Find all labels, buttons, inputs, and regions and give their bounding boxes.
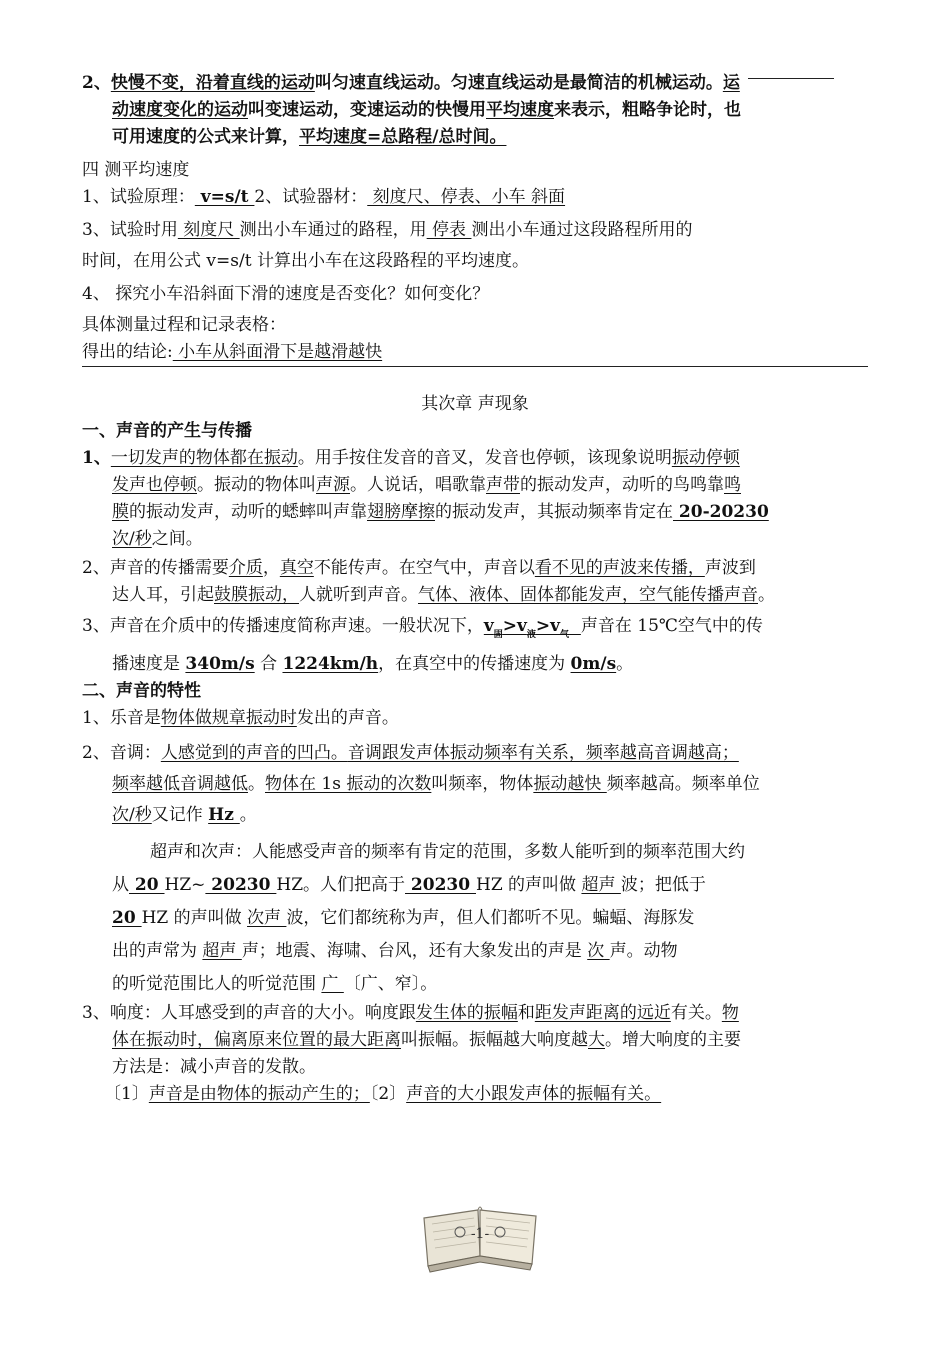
ultrasound-line3: 20 HZ 的声叫做 次声 波，它们都统称为声，但人们都听不见。蝙蝠、海豚发 xyxy=(112,908,695,928)
sound-speed-line2: 播速度是 340m/s 合 1224km/h，在真空中的传播速度为 0m/s。 xyxy=(112,654,634,674)
heading-sound-properties: 二、声音的特性 xyxy=(82,681,201,701)
sound-paragraph1-line2: 发声也停顿。振动的物体叫声源。人说话，唱歌靠声带的振动发声，动听的鸟鸣靠鸣 xyxy=(112,475,741,495)
ultrasound-line2: 从 20 HZ~ 20230 HZ。人们把高于 20230 HZ 的声叫做 超声 波；把低于 xyxy=(112,875,706,895)
pitch-line3: 次/秒又记作 Hz 。 xyxy=(112,805,257,825)
pitch-line2: 频率越低音调越低。物体在 1s 振动的次数叫频率，物体振动越快 频率越高。频率单位 xyxy=(112,774,760,794)
experiment-method-line1: 3、试验时用 刻度尺 测出小车通过的路程，用 停表 测出小车通过这段路程所用的 xyxy=(82,220,693,240)
loudness-line2: 体在振动时，偏离原来位置的最大距离叫振幅。振幅越大响度越大。增大响度的主要 xyxy=(112,1030,741,1050)
ultrasound-line1: 超声和次声：人能感受声音的频率有肯定的范围，多数人能听到的频率范围大约 xyxy=(150,842,745,862)
section-heading-average-speed: 四 测平均速度 xyxy=(82,160,190,180)
loudness-line1: 3、响度：人耳感受到的声音的大小。响度跟发生体的振幅和距发声距离的远近有关。物 xyxy=(82,1003,739,1023)
sound-speed-line1: 3、声音在介质中的传播速度简称声速。一般状况下，$v_固>v_液>v_气$ 声音在 15℃空气中的传 xyxy=(82,616,763,640)
motion-paragraph-line1: 2、快慢不变，沿着直线的运动叫匀速直线运动。匀速直线运动是最简洁的机械运动。运 xyxy=(82,73,740,93)
book-footer-graphic xyxy=(418,1196,542,1274)
musical-sound-line: 1、乐音是物体做规章振动时发出的声音。 xyxy=(82,708,399,728)
experiment-principle-line: 1、试验原理： v=s/t 2、试验器材： 刻度尺、停表、小车 斜面 xyxy=(82,187,566,207)
sound-paragraph2-line2: 达人耳，引起鼓膜振动，人就听到声音。气体、液体、固体都能发声，空气能传播声音。 xyxy=(112,585,775,605)
document-page xyxy=(82,70,868,1108)
pitch-line1: 2、音调：人感觉到的声音的凹凸。音调跟发声体振动频率有关系，频率越高音调越高； xyxy=(82,743,739,763)
sound-paragraph1-line1: 1、一切发声的物体都在振动。用手按住发音的音叉，发音也停顿，该现象说明振动停顿 xyxy=(82,448,740,468)
measurement-table-prompt: 具体测量过程和记录表格： xyxy=(82,315,286,335)
sound-paragraph1-line3: 膜的振动发声，动听的蟋蟀叫声靠翅膀摩擦的振动发声，其振动频率肯定在 20-20230 xyxy=(112,502,769,522)
loudness-line3: 方法是：减小声音的发散。 xyxy=(112,1057,316,1077)
summary-line: 〔1〕声音是由物体的振动产生的；〔2〕声音的大小跟发声体的振幅有关。 xyxy=(104,1084,662,1104)
motion-paragraph-line3: 可用速度的公式来计算，平均速度=总路程/总时间。 xyxy=(112,127,507,147)
sound-paragraph1-line4: 次/秒之间。 xyxy=(112,529,203,549)
ultrasound-line5: 的听觉范围比人的听觉范围 广 〔广、窄〕。 xyxy=(112,974,438,994)
heading-sound-production: 一、声音的产生与传播 xyxy=(82,421,252,441)
motion-paragraph-line2: 动速度变化的运动叫变速运动，变速运动的快慢用平均速度来表示，粗略争论时，也 xyxy=(112,100,741,120)
conclusion-line: 得出的结论: 小车从斜面滑下是越滑越快 xyxy=(82,339,868,367)
sound-paragraph2-line1: 2、声音的传播需要介质，真空不能传声。在空气中，声音以看不见的声波来传播，声波到 xyxy=(82,558,756,578)
experiment-question: 4、 探究小车沿斜面下滑的速度是否变化？如何变化？ xyxy=(82,284,490,304)
chapter-title: 其次章 声现象 xyxy=(421,394,529,414)
experiment-method-line2: 时间，在用公式 v=s/t 计算出小车在这段路程的平均速度。 xyxy=(82,251,529,271)
ultrasound-line4: 出的声常为 超声 声；地震、海啸、台风，还有大象发出的声是 次 声。动物 xyxy=(112,941,678,961)
page-number: -1- xyxy=(470,1226,490,1242)
